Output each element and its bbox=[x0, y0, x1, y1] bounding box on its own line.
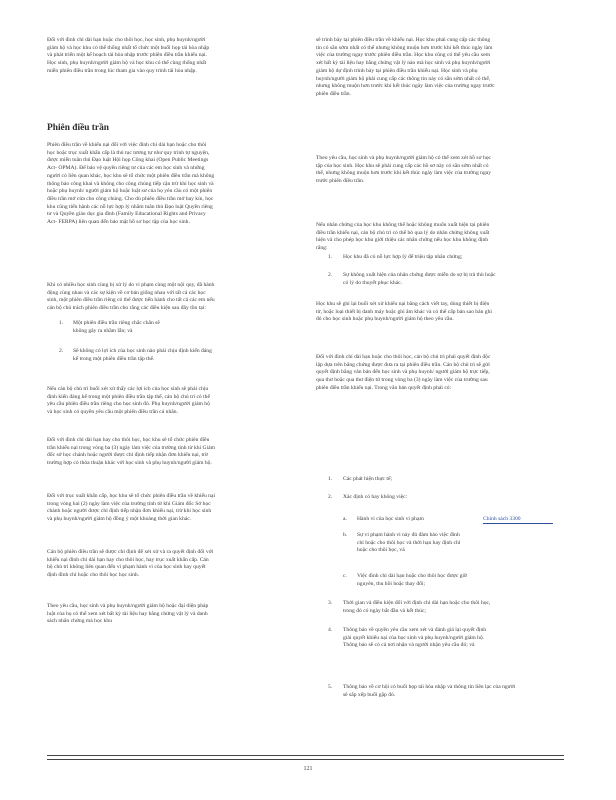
paragraph-recording: Học khu sẽ ghi lại buổi xét xử khiếu nại bằng cách viết tay, dùng thiết bị điện tử, hoặc loại thiết bị danh máy hoặc ghi âm khác và có thể cấp bản sao bản ghi đó cho học sinh hoặc phụ huynh/người giám hộ theo yêu cầu. bbox=[316, 301, 492, 323]
intro-paragraph: Đối với đình chỉ dài hạn hoặc cho thôi học, học sinh, phụ huynh/người giám hộ và học khu có thể thống nhất tổ chức một buổi họp tái hòa nhập và phát triển một kế hoạch tái hòa nhập trước phiên điều trần khiếu nại. Học sinh, phụ huynh/người giám hộ và học khu có thể cùng thống nhất miễn phiên điều trần trong lúc tham gia vào quy trình tái hòa nhập. bbox=[47, 37, 210, 74]
paragraph-emergency-timeline: Đối với trục xuất khẩn cấp, học khu sẽ tổ chức phiên điều trần về khiếu nại trong vòng hai (2) ngày làm việc của trường tính từ khi Giám đốc Sở học chánh hoặc người được chỉ định tiếp nhận đơn khiếu nại, trừ khi học sinh và phụ huynh/người giám hộ đồng ý một khoảng thời gian khác. bbox=[47, 493, 216, 523]
paragraph-long-term-timeline: Đối với đình chỉ dài hạn hay cho thôi học, học khu sẽ tổ chức phiên điều trần khiếu nại trong vòng ba (3) ngày làm việc của trường tính từ khi Giám đốc sở học chánh hoặc người được chỉ định tiếp nhận đơn khiếu nại, trừ trường hợp có thỏa thuận khác với học sinh và phụ huynh/người giám hộ. bbox=[47, 437, 215, 467]
paragraph-decision: Đối với đình chỉ dài hạn hoặc cho thôi học, cán bộ chủ trì phải quyết định độc lập dựa trên bằng chứng được đưa ra tại phiên điều trần. Cán bộ chủ trì sẽ gửi quyết định bằng văn bản đến học sinh và phụ huynh/ người giám hộ trực tiếp, qua thư hoặc qua thư điện tử trong vòng ba (3) ngày làm việc của trường sau phiên điều trần khiếu nại. Trong văn bản quyết định phải có: bbox=[316, 354, 491, 391]
paragraph-individual-hearing: Nếu cán bộ chủ trì buổi xét xử thấy các lợi ích của học sinh sẽ phải chịu định kiến đáng kể trong một phiên điều trần tập thể, cán bộ chủ trì có thể yêu cầu phiên điều trần riêng cho học sinh đó. Phụ huynh/người giám hộ và học sinh có quyền yêu cầu một phiên điều trần cá nhân. bbox=[47, 386, 210, 416]
footer-rule-bottom bbox=[47, 759, 564, 760]
document-page: Đối với đình chỉ dài hạn hoặc cho thôi học, học sinh, phụ huynh/người giám hộ và học khu có thể thống nhất tổ chức một buổi họp tái hòa nhập và phát triển một kế hoạch tái hòa nhập trước phiên điều trần khiếu nại. Học sinh, phụ huynh/người giám hộ và học khu có thể cùng thống nhất miễn phiên điều trần trong lúc tham gia vào quy trình tái hòa nhập. Phiên điều trần Phiên điều trần về khiếu nại đối với việc đình chỉ dài hạn hoặc cho thôi học hoặc trục xuất khẩn cấp là thủ tục tương tự như quy trình tự nguyện, được miễn tuân thủ Đạo luật Hội họp Công khai (Open Public Meetings Act- OPMA). Để bảo vệ quyền riêng tư của các em học sinh và những người có liên quan khác, học khu sẽ tổ chức một phiên điều trần mà không thông báo công khai và không cho công chúng tiếp cận trừ khi học sinh và hoặc phụ huynh/ người giám hộ hoặc luật sư của họ yêu cầu có một phiên điều trần mở cửa cho công chúng. Cho dù phiên điều trần mở hay kín, học khu cũng tiến hành các nỗ lực hợp lý nhằm tuân thủ Đạo luật Quyền riêng tư và Quyền giáo dục gia đình (Family Educational Rights and Privacy Act- FERPA) liên quan đến bảo mật hồ sơ học tập của học sinh. Khi có nhiều học sinh cùng bị xử lý do vi phạm cùng một nội quy, đã hành động cùng nhau và các sự kiện về cơ bản giống nhau với tất cả các học sinh, một phiên điều trần riêng có thể được tiến hành cho tất cả các em nếu cán bộ chủ trách phiên điều trần cho rằng các điều kiện sau đây tồn tại: 1. Một phiên điều trần riêng chắc chắn sẽ không gây ra nhầm lẫn; và 2. Sẽ không có lợi ích của học sinh nào phải chịu định kiến đáng kể trong một phiên điều trần tập thể. Nếu cán bộ chủ trì buổi xét xử thấy các lợi ích của học sinh sẽ phải chịu định kiến đáng kể trong một phiên điều trần tập thể, cán bộ chủ trì có thể yêu cầu phiên điều trần riêng cho học sinh đó. Phụ huynh/người giám hộ và học sinh có quyền yêu cầu một phiên điều trần cá nhân. Đối với đình chỉ dài hạn hay cho thôi học, học khu sẽ tổ chức phiên điều trần khiếu nại trong vòng ba (3) ngày làm việc của trường tính từ khi Giám đốc sở học chánh hoặc người được chỉ định tiếp nhận đơn khiếu nại, trừ trường hợp có thỏa thuận khác với học sinh và phụ huynh/người giám hộ. Đối với trục xuất khẩn cấp, học khu sẽ tổ chức phiên điều trần về khiếu nại trong vòng hai (2) ngày làm việc của trường tính từ khi Giám đốc Sở học chánh hoặc người được chỉ định tiếp nhận đơn khiếu nại, trừ khi học sinh và phụ huynh/người giám hộ đồng ý một khoảng thời gian khác. Cán bộ phiên điều trần sẽ được chỉ định để xét xử và ra quyết định đối với khiếu nại đình chỉ dài hạn hay cho thôi học, hay trục xuất khẩn cấp. Cán bộ chủ trì không liên quan đến vi phạm hành vi của học sinh hay quyết định đình chỉ hoặc cho thôi học học sinh. Theo yêu cầu, học sinh và phụ huynh/người giám hộ hoặc đại diện pháp luật của họ có thể xem xét bất kỳ tài liệu hay bằng chứng vật lý và danh sách nhân chứng mà học khu sẽ trình bày tại phiên điều trần về khiếu nại. Học khu phải cung cấp các thông tin có sẵn sớm nhất có thể nhưng không muộn hơn trước khi kết thúc ngày làm việc của trường ngay trước phiên điều trần. Học khu cũng có thể yêu cầu xem xét bất kỳ tài liệu hay bằng chứng vật lý nào mà học sinh và phụ huynh/người giám hộ dự định trình bày tại phiên điều trần khiếu nại. Học sinh và phụ huynh/người giám hộ phải cung cấp các thông tin này có sẵn sớm nhất có thể, nhưng không muộn hơn trước khi kết thúc ngày làm việc của trường ngay trước phiên điều trần. Theo yêu cầu, học sinh và phụ huynh/người giám hộ có thể xem xét hồ sơ học tập của học sinh. Học khu sẽ phải cung cấp các hồ sơ này có sẵn sớm nhất có thể, nhưng không muộn hơn trước khi kết thúc ngày làm việc của trường ngay trước phiên điều trần. Nếu nhân chứng của học khu không thể hoặc không muốn xuất hiện tại phiên điều trần khiếu nại, cán bộ chủ trì có thể bỏ qua lý do nhân chứng không xuất hiện và cho phép học khu giới thiệu các nhân chứng nếu học khu không định rằng: 1. Học khu đã có nỗ lực hợp lý để triệu tập nhân chứng; 2. Sự không xuất hiện của nhân chứng được miễn do sợ bị trả thù hoặc có lý do thuyết phục khác. Học khu sẽ ghi lại buổi xét xử khiếu nại bằng cách viết tay, dùng thiết bị điện tử, hoặc loại thiết bị danh máy hoặc ghi âm khác và có thể cấp bản sao bản ghi đó cho học sinh hoặc phụ huynh/người giám hộ theo yêu cầu. Đối với đình chỉ dài hạn hoặc cho thôi học, cán bộ chủ trì phải quyết định độc lập dựa trên bằng chứng được đưa ra tại phiên điều trần. Cán bộ chủ trì sẽ gửi quyết định bằng văn bản đến học sinh và phụ huynh/ người giám hộ trực tiếp, qua thư hoặc qua thư điện tử trong vòng ba (3) ngày làm việc của trường sau phiên điều trần khiếu nại. Trong văn bản quyết định phải có: 1. Các phát hiện thực tế; 2. Xác định có hay không việc: a. Hành vi của học sinh vi phạm Chính sách 3300 b. Sự vi phạm hành vi này đủ đảm bảo việc đình chỉ hoặc cho thôi học và thời hạn hay định chỉ hoặc cho thôi học, và c. Việc đình chỉ dài hạn hoặc cho thôi học được giữ nguyên, thu hồi hoặc thay đổi; 3. Thời gian và điều kiện đối với định chỉ dài hạn hoặc cho thôi học, trong đó có ngày bắt đầu và kết thúc; 4. Thông báo về quyền yêu cầu xem xét và đánh giá lại quyết định giải quyết khiếu nại của học sinh và phụ huynh/người giám hộ. Thông báo sẽ có cả nơi nhận và người nhận yêu cầu đó; và 5. Thông báo về cơ hội có buổi họp tái hòa nhập và thông tin liên lạc của người sẽ sắp xếp buổi gặp đó. 121 bbox=[0, 0, 616, 800]
section-heading: Phiên điều trần bbox=[47, 123, 109, 133]
link-underline bbox=[483, 523, 553, 524]
page-number: 121 bbox=[303, 766, 313, 772]
paragraph-group-hearing: Khi có nhiều học sinh cùng bị xử lý do vi phạm cùng một nội quy, đã hành động cùng nhau và các sự kiện về cơ bản giống nhau với tất cả các học sinh, một phiên điều trần riêng có thể được tiến hành cho tất cả các em nếu cán bộ chủ trách phiên điều trần cho rằng các điều kiện sau đây tồn tại: bbox=[47, 282, 215, 312]
paragraph-hearing-officer: Cán bộ phiên điều trần sẽ được chỉ định để xét xử và ra quyết định đối với khiếu nại đình chỉ dài hạn hay cho thôi học, hay trục xuất khẩn cấp. Cán bộ chủ trì không liên quan đến vi phạm hành vi của học sinh hay quyết định đình chỉ hoặc cho thôi học học sinh. bbox=[47, 549, 214, 579]
footer-rule-top bbox=[47, 755, 564, 756]
paragraph-review-evidence: Theo yêu cầu, học sinh và phụ huynh/người giám hộ hoặc đại diện pháp luật của họ có thể xem xét bất kỳ tài liệu hay bằng chứng vật lý và danh sách nhân chứng mà học khu bbox=[47, 603, 209, 625]
paragraph-academic-records: Theo yêu cầu, học sinh và phụ huynh/người giám hộ có thể xem xét hồ sơ học tập của học sinh. Học khu sẽ phải cung cấp các hồ sơ này có sẵn sớm nhất có thể, nhưng không muộn hơn trước khi kết thúc ngày làm việc của trường ngay trước phiên điều trần. bbox=[316, 155, 492, 185]
paragraph-witnesses: Nếu nhân chứng của học khu không thể hoặc không muốn xuất hiện tại phiên điều trần khiếu nại, cán bộ chủ trì có thể bỏ qua lý do nhân chứng không xuất hiện và cho phép học khu giới thiệu các nhân chứng nếu học khu không định rằng: bbox=[316, 222, 490, 252]
policy-link[interactable]: Chính sách 3300 bbox=[483, 516, 521, 522]
paragraph-district-evidence: sẽ trình bày tại phiên điều trần về khiếu nại. Học khu phải cung cấp các thông tin có sẵn sớm nhất có thể nhưng không muộn hơn trước khi kết thúc ngày làm việc của trường ngay trước phiên điều trần. Học khu cũng có thể yêu cầu xem xét bất kỳ tài liệu hay bằng chứng vật lý nào mà học sinh và phụ huynh/người giám hộ dự định trình bày tại phiên điều trần khiếu nại. Học sinh và phụ huynh/người giám hộ phải cung cấp các thông tin này có sẵn sớm nhất có thể, nhưng không muộn hơn trước khi kết thúc ngày làm việc của trường ngay trước phiên điều trần. bbox=[316, 37, 495, 97]
paragraph-hearing-procedure: Phiên điều trần về khiếu nại đối với việc đình chỉ dài hạn hoặc cho thôi học hoặc trục xuất khẩn cấp là thủ tục tương tự như quy trình tự nguyện, được miễn tuân thủ Đạo luật Hội họp Công khai (Open Public Meetings Act- OPMA). Để bảo vệ quyền riêng tư của các em học sinh và những người có liên quan khác, học khu sẽ tổ chức một phiên điều trần mà không thông báo công khai và không cho công chúng tiếp cận trừ khi học sinh và hoặc phụ huynh/ người giám hộ hoặc luật sư của họ yêu cầu có một phiên điều trần mở cửa cho công chúng. Cho dù phiên điều trần mở hay kín, học khu cũng tiến hành các nỗ lực hợp lý nhằm tuân thủ Đạo luật Quyền riêng tư và Quyền giáo dục gia đình (Family Educational Rights and Privacy Act- FERPA) liên quan đến bảo mật hồ sơ học tập của học sinh. bbox=[47, 142, 215, 226]
